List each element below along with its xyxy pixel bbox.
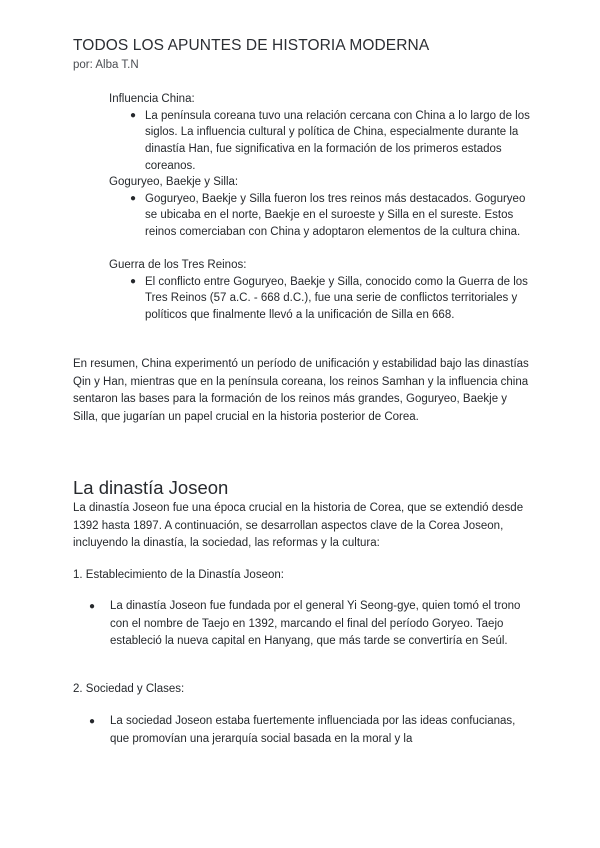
- list-item-text: Goguryeo, Baekje y Silla fueron los tres reinos más destacados. Goguryeo se ubicaba en el norte, Baekje en el suroeste y Silla en el sureste. Estos reinos comerciaban con China y adoptaron elementos de la cultura china.: [145, 192, 526, 239]
- document-author: por: Alba T.N: [73, 59, 139, 71]
- numbered-heading: 1. Establecimiento de la Dinastía Joseon:: [73, 569, 284, 581]
- summary-paragraph-block: [73, 356, 531, 426]
- numbered-heading-1-block: [73, 567, 533, 584]
- list-item-text: El conflicto entre Goguryeo, Baekje y Silla, conocido como la Guerra de los Tres Reinos (57 a.C. - 668 d.C.), fue una serie de conflictos territoriales y políticos que finalmente llevó a la unificación de Silla en 668.: [145, 275, 528, 322]
- bullet-dot-icon: ●: [130, 275, 137, 287]
- subsection-heading: Influencia China:: [109, 93, 195, 105]
- subsection-tres-reinos: [109, 174, 539, 241]
- joseon-intro-block: [73, 500, 533, 553]
- joseon-intro: La dinastía Joseon fue una época crucial en la historia de Corea, que se extendió desde 1392 hasta 1897. A continuación, se desarrollan aspectos clave de la Corea Joseon, incluyendo la dinastía, la sociedad, las reformas y la cultura:: [73, 502, 524, 549]
- joseon-list-2: [73, 713, 535, 748]
- list-item-text: La península coreana tuvo una relación cercana con China a lo largo de los siglos. La influencia cultural y política de China, especialmente durante la dinastía Han, fue significativa en la formación de los primeros estados coreanos.: [145, 109, 530, 172]
- list-item: [109, 274, 539, 324]
- list-item-text: La sociedad Joseon estaba fuertemente influenciada por las ideas confucianas, que promovían una jerarquía social basada en la moral y la: [110, 715, 516, 745]
- subsection-heading: Guerra de los Tres Reinos:: [109, 259, 247, 271]
- numbered-heading: 2. Sociedad y Clases:: [73, 683, 185, 695]
- bullet-list: [109, 274, 539, 324]
- bullet-list: [109, 191, 539, 241]
- bullet-dot-icon: ●: [89, 716, 96, 727]
- bullet-dot-icon: ●: [130, 109, 137, 121]
- summary-paragraph: En resumen, China experimentó un período de unificación y estabilidad bajo las dinastías Qin y Han, mientras que en la península coreana, los reinos Samhan y la influencia china sentaron las bases para la formación de los reinos más grandes, Goguryeo, Baekje y Silla, que jugarían un papel crucial en la historia posterior de Corea.: [73, 358, 529, 423]
- list-item: [73, 713, 535, 748]
- subsection-influencia-china: [109, 91, 539, 175]
- document-title: TODOS LOS APUNTES DE HISTORIA MODERNA: [73, 37, 430, 54]
- section-title: La dinastía Joseon: [73, 477, 229, 498]
- subsection-heading: Goguryeo, Baekje y Silla:: [109, 176, 239, 188]
- joseon-list-1: [73, 598, 535, 651]
- subsection-guerra: [109, 257, 539, 324]
- bullet-dot-icon: ●: [89, 601, 96, 612]
- bullet-list: [109, 108, 539, 175]
- list-item: [109, 108, 539, 175]
- list-item: [109, 191, 539, 241]
- numbered-heading-2-block: [73, 681, 533, 698]
- bullet-list: [73, 598, 535, 651]
- bullet-list: [73, 713, 535, 748]
- list-item: [73, 598, 535, 651]
- list-item-text: La dinastía Joseon fue fundada por el general Yi Seong-gye, quien tomó el trono con el nombre de Taejo en 1392, marcando el final del período Goryeo. Taejo estableció la nueva capital en Hanyang, que más tarde se convertiría en Seúl.: [110, 600, 521, 647]
- bullet-dot-icon: ●: [130, 192, 137, 204]
